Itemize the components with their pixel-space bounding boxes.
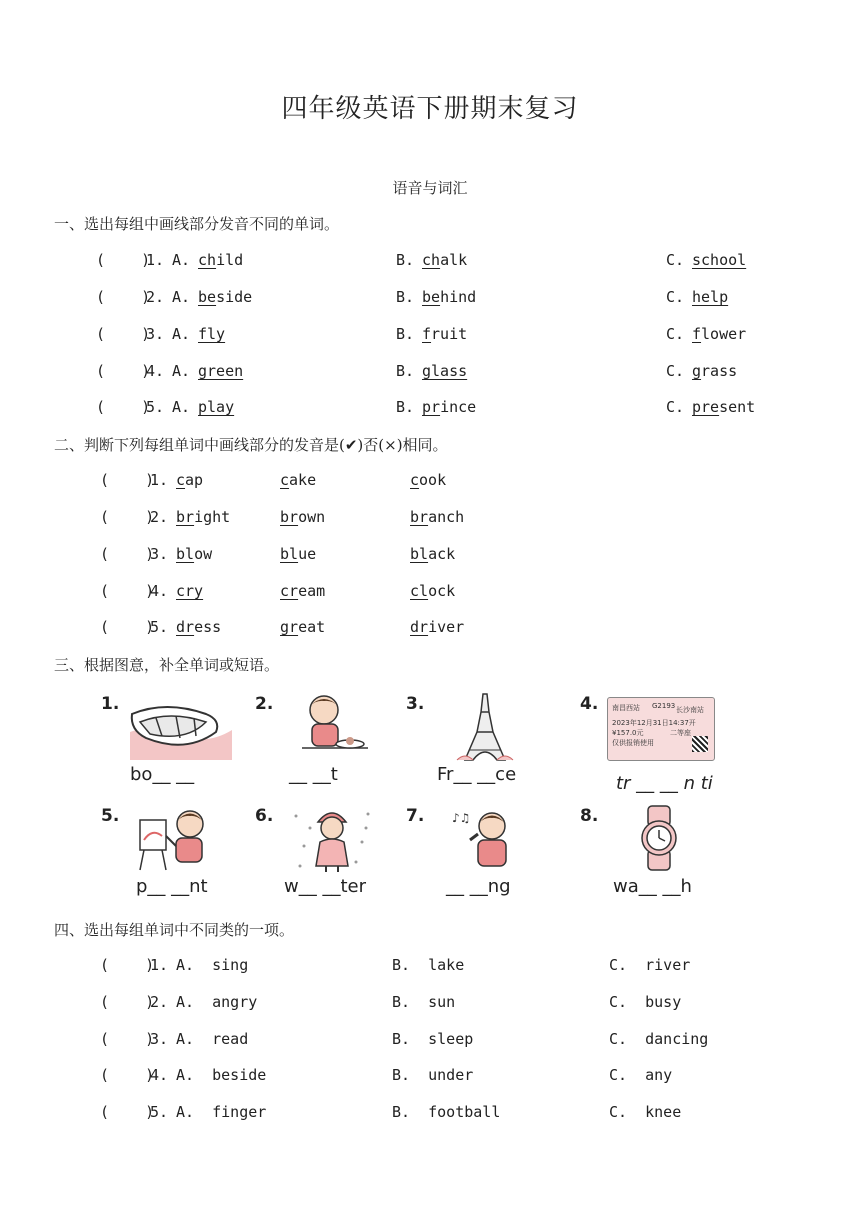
question-row <box>0 288 860 310</box>
underlined-part: c <box>280 471 290 489</box>
question-row <box>0 398 860 420</box>
word <box>280 582 325 600</box>
word-rest: ess <box>194 618 222 636</box>
answer-parentheses[interactable]: ( ) <box>100 956 155 974</box>
option-letter: B. <box>396 325 415 343</box>
answer-parentheses[interactable]: ( ) <box>100 471 155 489</box>
word-rest: sent <box>719 398 756 416</box>
question-row <box>0 508 860 530</box>
option-letter: B. <box>396 398 415 416</box>
underlined-part: bl <box>176 545 195 563</box>
word <box>176 618 221 636</box>
option-word <box>692 398 755 416</box>
section-3-heading: 三、根据图意，补全单词或短语。 <box>54 656 280 674</box>
option-letter: C. <box>666 251 685 269</box>
option-c: C. river <box>609 956 691 974</box>
word-rest: ook <box>419 471 447 489</box>
option-letter: A. <box>172 398 191 416</box>
eating-boy-icon <box>298 692 370 762</box>
option-letter: C. <box>666 325 685 343</box>
singing-boy-icon <box>448 806 524 874</box>
word-rest: ild <box>216 251 244 269</box>
picture-number: 1. <box>101 694 120 714</box>
picture-number: 6. <box>255 806 274 826</box>
painting-boy-icon <box>136 806 212 874</box>
question-number: 5. <box>150 1103 169 1121</box>
ticket-from: 南昌西站 <box>612 704 640 712</box>
picture-number: 4. <box>580 694 599 714</box>
underlined-part: cr <box>280 582 299 600</box>
word <box>410 508 464 526</box>
option-b: B. lake <box>392 956 465 974</box>
underlined-part: pre <box>692 398 720 416</box>
underlined-part: glass <box>422 362 468 380</box>
underlined-part: g <box>692 362 702 380</box>
underlined-part: br <box>176 508 195 526</box>
word-rest: ight <box>194 508 231 526</box>
word <box>410 582 455 600</box>
answer-blank: __ __t <box>289 764 338 785</box>
underlined-part: cry <box>176 582 204 600</box>
option-a: A. read <box>176 1030 249 1048</box>
answer-blank: __ __ng <box>446 876 511 897</box>
underlined-part: play <box>198 398 235 416</box>
word-rest: eat <box>298 618 326 636</box>
answer-blank: tr __ __ n ti <box>616 773 713 794</box>
answer-blank: w__ __ter <box>284 876 366 897</box>
eiffel-tower-icon <box>455 692 515 764</box>
option-b: B. sleep <box>392 1030 474 1048</box>
underlined-part: f <box>692 325 702 343</box>
underlined-part: br <box>410 508 429 526</box>
option-word <box>198 288 252 306</box>
answer-parentheses[interactable]: ( ) <box>96 325 151 343</box>
option-word <box>198 251 243 269</box>
question-number: 3. <box>150 1030 169 1048</box>
question-number: 2. <box>150 508 169 526</box>
word-rest: rass <box>701 362 738 380</box>
question-number: 4. <box>150 582 169 600</box>
picture-number: 2. <box>255 694 274 714</box>
answer-parentheses[interactable]: ( ) <box>100 1066 155 1084</box>
underlined-part: br <box>280 508 299 526</box>
picture-number: 5. <box>101 806 120 826</box>
word-rest: ruit <box>431 325 468 343</box>
option-a: A. finger <box>176 1103 267 1121</box>
option-b: B. sun <box>392 993 456 1011</box>
option-word <box>198 362 243 380</box>
option-letter: A. <box>172 362 191 380</box>
answer-parentheses[interactable]: ( ) <box>96 251 151 269</box>
question-row <box>0 1066 860 1088</box>
question-row <box>0 325 860 347</box>
option-word <box>692 362 737 380</box>
option-c: C. dancing <box>609 1030 709 1048</box>
option-letter: C. <box>666 288 685 306</box>
answer-blank: wa__ __h <box>613 876 692 897</box>
word <box>280 471 316 489</box>
picture-number: 3. <box>406 694 425 714</box>
option-b: B. football <box>392 1103 501 1121</box>
underlined-part: school <box>692 251 747 269</box>
answer-parentheses[interactable]: ( ) <box>100 618 155 636</box>
question-row <box>0 545 860 567</box>
option-word <box>422 288 476 306</box>
option-c: C. knee <box>609 1103 682 1121</box>
underlined-part: ch <box>422 251 441 269</box>
underlined-part: help <box>692 288 729 306</box>
underlined-part: ch <box>198 251 217 269</box>
option-letter: A. <box>172 325 191 343</box>
answer-blank: p__ __nt <box>136 876 208 897</box>
underlined-part: dr <box>176 618 195 636</box>
underlined-part: pr <box>422 398 441 416</box>
question-number: 1. <box>150 956 169 974</box>
question-row <box>0 362 860 384</box>
underlined-part: be <box>422 288 441 306</box>
word-rest: ap <box>185 471 204 489</box>
underlined-part: dr <box>410 618 429 636</box>
underlined-part: c <box>176 471 186 489</box>
option-c: C. any <box>609 1066 673 1084</box>
option-letter: A. <box>172 251 191 269</box>
option-word <box>422 398 476 416</box>
question-number: 5. <box>146 398 165 416</box>
section-2-heading: 二、判断下列每组单词中画线部分的发音是(✔)否(×)相同。 <box>54 436 448 454</box>
question-number: 1. <box>150 471 169 489</box>
question-number: 2. <box>146 288 165 306</box>
ticket-date: 2023年12月31日14:37开 <box>612 719 696 727</box>
option-word <box>692 325 746 343</box>
answer-parentheses[interactable]: ( ) <box>100 582 155 600</box>
word-rest: ake <box>289 471 317 489</box>
picture-number: 7. <box>406 806 425 826</box>
section-1-heading: 一、选出每组中画线部分发音不同的单词。 <box>54 215 340 233</box>
word <box>410 618 464 636</box>
picture-number: 8. <box>580 806 599 826</box>
option-letter: C. <box>666 362 685 380</box>
ticket-train: G2193 <box>652 702 676 710</box>
option-a: A. beside <box>176 1066 267 1084</box>
word-rest: eam <box>298 582 326 600</box>
question-row <box>0 618 860 640</box>
underlined-part: be <box>198 288 217 306</box>
question-row <box>0 582 860 604</box>
option-letter: C. <box>666 398 685 416</box>
word <box>176 471 203 489</box>
section-4-heading: 四、选出每组单词中不同类的一项。 <box>54 921 295 939</box>
question-row <box>0 471 860 493</box>
answer-blank: bo__ __ <box>130 764 195 785</box>
word-rest: own <box>298 508 326 526</box>
question-row <box>0 251 860 273</box>
underlined-part: c <box>410 471 420 489</box>
option-word <box>198 398 234 416</box>
word <box>176 582 203 600</box>
option-word <box>198 325 225 343</box>
underlined-part: fly <box>198 325 226 343</box>
option-a: A. angry <box>176 993 258 1011</box>
word-rest: alk <box>440 251 468 269</box>
question-number: 1. <box>146 251 165 269</box>
option-letter: A. <box>172 288 191 306</box>
underlined-part: bl <box>410 545 429 563</box>
question-number: 2. <box>150 993 169 1011</box>
word <box>280 618 325 636</box>
watch-icon <box>630 804 688 872</box>
word-rest: ue <box>298 545 317 563</box>
word-rest: ock <box>428 582 456 600</box>
word-rest: ince <box>440 398 477 416</box>
option-c: C. busy <box>609 993 682 1011</box>
word <box>280 508 325 526</box>
word-rest: side <box>216 288 253 306</box>
page-subtitle: 语音与词汇 <box>392 179 468 197</box>
option-word <box>692 288 728 306</box>
word <box>280 545 316 563</box>
word-rest: ack <box>428 545 456 563</box>
answer-parentheses[interactable]: ( ) <box>100 993 155 1011</box>
question-number: 3. <box>146 325 165 343</box>
question-number: 4. <box>150 1066 169 1084</box>
ticket-price: ¥157.0元 <box>612 729 644 737</box>
word <box>176 508 230 526</box>
option-word <box>422 251 467 269</box>
option-letter: B. <box>396 288 415 306</box>
ticket-note: 仅供报销使用 <box>612 739 654 747</box>
ticket-to: 长沙南站 <box>676 706 704 714</box>
option-a: A. sing <box>176 956 249 974</box>
word-rest: lower <box>701 325 747 343</box>
option-letter: B. <box>396 362 415 380</box>
answer-parentheses[interactable]: ( ) <box>100 545 155 563</box>
underlined-part: green <box>198 362 244 380</box>
answer-blank: Fr__ __ce <box>437 764 517 785</box>
qr-code-icon <box>692 736 708 752</box>
word-rest: ow <box>194 545 213 563</box>
svg-text:♪♫: ♪♫ <box>452 811 471 825</box>
train-ticket-icon <box>607 697 715 761</box>
page-title: 四年级英语下册期末复习 <box>281 94 579 124</box>
question-number: 5. <box>150 618 169 636</box>
word-rest: hind <box>440 288 477 306</box>
answer-parentheses[interactable]: ( ) <box>100 1030 155 1048</box>
ticket-class: 二等座 <box>670 729 691 737</box>
question-row <box>0 1103 860 1125</box>
option-word <box>422 362 467 380</box>
option-word <box>422 325 467 343</box>
answer-parentheses[interactable]: ( ) <box>96 398 151 416</box>
answer-parentheses[interactable]: ( ) <box>96 362 151 380</box>
answer-parentheses[interactable]: ( ) <box>100 1103 155 1121</box>
underlined-part: f <box>422 325 432 343</box>
answer-parentheses[interactable]: ( ) <box>100 508 155 526</box>
word-rest: iver <box>428 618 465 636</box>
word-rest: anch <box>428 508 465 526</box>
answer-parentheses[interactable]: ( ) <box>96 288 151 306</box>
question-number: 4. <box>146 362 165 380</box>
boat-icon <box>126 692 234 762</box>
question-row <box>0 993 860 1015</box>
option-letter: B. <box>396 251 415 269</box>
word <box>410 545 455 563</box>
winter-girl-icon <box>290 806 374 874</box>
underlined-part: bl <box>280 545 299 563</box>
underlined-part: cl <box>410 582 429 600</box>
word <box>410 471 446 489</box>
question-row <box>0 1030 860 1052</box>
question-row <box>0 956 860 978</box>
underlined-part: gr <box>280 618 299 636</box>
question-number: 3. <box>150 545 169 563</box>
word <box>176 545 212 563</box>
option-word <box>692 251 746 269</box>
option-b: B. under <box>392 1066 474 1084</box>
